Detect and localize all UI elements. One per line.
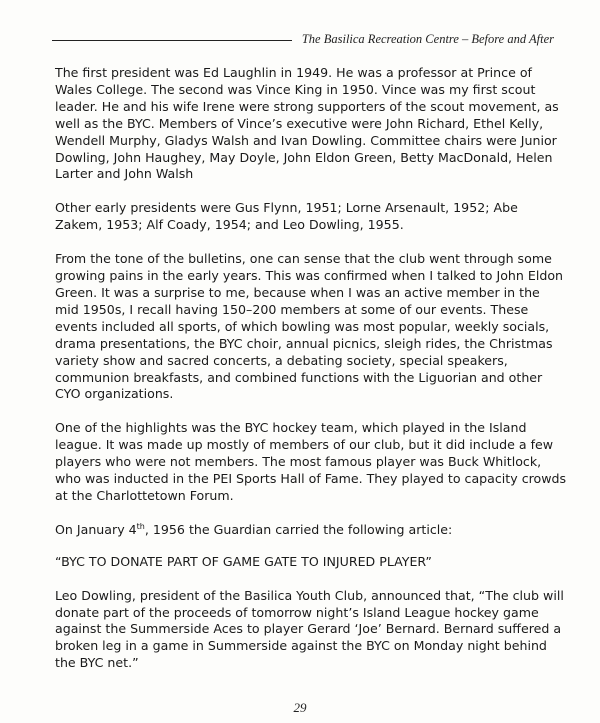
header-rule	[52, 40, 292, 41]
article-headline: “BYC TO DONATE PART OF GAME GATE TO INJURED PLAYER”	[55, 553, 432, 569]
article-intro-rest: , 1956 the Guardian carried the following article:	[144, 521, 453, 537]
paragraph-article-intro	[55, 522, 567, 539]
running-header	[52, 30, 554, 48]
paragraph-growing-pains: From the tone of the bulletins, one can sense that the club went through some growing pains in the early years. This was confirmed when I talked to John Eldon Green. It was a surprise to me, because when I was an active member in the mid 1950s, I recall having 150–200 members at some of our events. These events included all sports, of which bowling was most popular, weekly socials, drama presentations, the BYC choir, annual picnics, sleigh rides, the Christmas variety show and sacred concerts, a debating society, special speakers, communion breakfasts, and combined functions with the Liguorian and other CYO organizations.	[55, 251, 564, 402]
page-number: 29	[293, 700, 307, 715]
running-title: The Basilica Recreation Centre – Before and After	[301, 31, 554, 46]
paragraph-hockey-team: One of the highlights was the BYC hockey team, which played in the Island league. It was made up mostly of members of our club, but it did include a few players who were not members. The most famous player was Buck Whitlock, who was inducted in the PEI Sports Hall of Fame. They played to capacity crowds at the Charlottetown Forum.	[55, 420, 567, 503]
article-quote: Leo Dowling, president of the Basilica Youth Club, announced that, “The club will donate part of the proceeds of tomorrow night’s Island League hockey game against the Summerside Aces to player Gerard ‘Joe’ Bernard. Bernard suffered a broken leg in a game in Summerside against the BYC on Monday night behind the BYC net.”	[55, 587, 564, 671]
paragraph-first-presidents: The first president was Ed Laughlin in 1949. He was a professor at Prince of Wales College. The second was Vince King in 1950. Vince was my first scout leader. He and his wife Irene were strong supporters of the scout movement, as well as the BYC. Members of Vince’s executive were John Richard, Ethel Kelly, Wendell Murphy, Gladys Walsh and Ivan Dowling. Committee chairs were Junior Dowling, John Haughey, May Doyle, John Eldon Green, Betty MacDonald, Helen Larter and John Walsh	[55, 65, 559, 182]
paragraph-early-presidents: Other early presidents were Gus Flynn, 1951; Lorne Arsenault, 1952; Abe Zakem, 1953; Alf Coady, 1954; and Leo Dowling, 1955.	[55, 200, 518, 233]
article-intro-date: On January 4	[55, 521, 137, 537]
date-ordinal-suffix: th	[136, 521, 145, 531]
body-text	[55, 65, 567, 689]
